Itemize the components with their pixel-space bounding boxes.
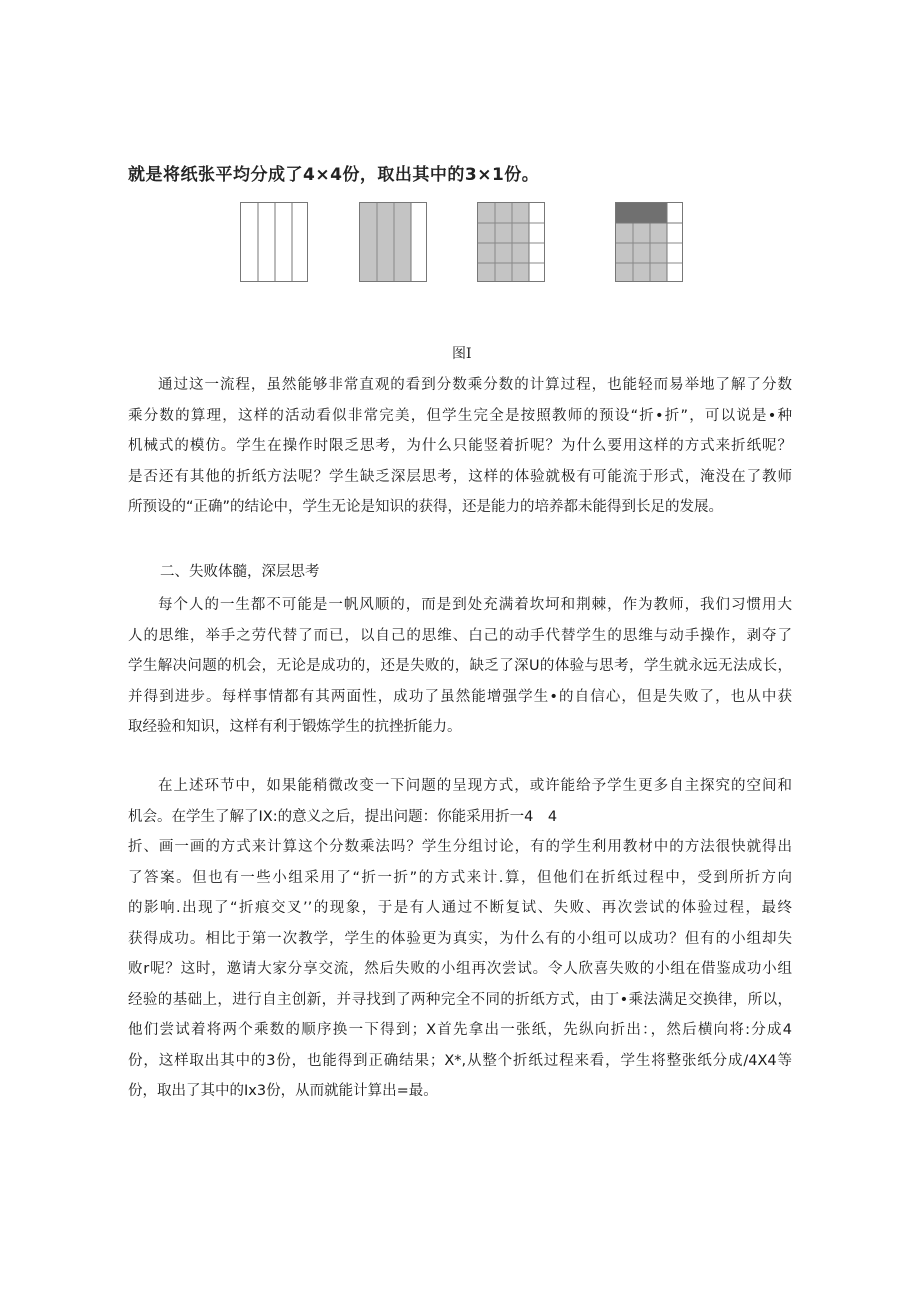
paragraph-line: 通过这一流程，虽然能够非常直观的看到分数乘分数的计算过程，也能轻而易举地了解了分数 (158, 377, 792, 393)
paragraph-line: 折、画一画的方式来计算这个分数乘法吗？学生分组讨论，有的学生利用教材中的方法很快就得出 (128, 839, 792, 855)
figure-caption: 图I (452, 346, 472, 362)
paragraph-1 (128, 370, 792, 523)
paragraph-line: 了答案。但也有一些小组采用了“折一折”的方式来计.算，但他们在折纸过程中，受到所折方向 (128, 869, 792, 886)
paragraph-line: 人的思维，举手之劳代替了而已，以自己的思维、白己的动手代替学生的思维与动手操作，剥夺了 (128, 627, 792, 644)
paragraph-line: 每个人的一生都不可能是一帆风顺的，而是到处充满着坎坷和荆棘，作为教师，我们习惯用大 (158, 597, 792, 613)
paragraph-line: 机械式的模仿。学生在操作时限乏思考，为什么只能竖着折呢？为什么要用这样的方式来折纸呢？ (128, 438, 792, 454)
fold-panel-4 (615, 202, 683, 282)
paragraph-line: 是否还有其他的折纸方法呢？学生缺乏深层思考，这样的体验就极有可能流于形式，淹没在了教师 (128, 468, 792, 485)
paragraph-line: 取经验和知识，这样有利于锻炼学生的抗挫折能力。 (128, 719, 462, 735)
paragraph-line: 他们尝试着将两个乘数的顺序换一下得到；X首先拿出一张纸，先纵向折出：，然后横向将:分成4 (128, 1022, 792, 1038)
paragraph-line: 在上述环节中，如果能稍微改变一下问题的呈现方式，或许能给予学生更多自主探究的空间和 (158, 778, 792, 794)
paragraph-line: 并得到进步。每样事情都有其两面性，成功了虽然能增强学生•的自信心，但是失败了，也从中获 (128, 688, 792, 705)
paragraph-line: 份，取出了其中的Ix3份，从而就能计算出=最。 (128, 1083, 438, 1099)
fold-panel-2 (359, 202, 427, 282)
paragraph-2 (128, 590, 792, 743)
paragraph-line: 乘分数的算理，这样的活动看似非常完美，但学生完全是按照教师的预设“折•折”，可以说是•种 (128, 407, 792, 424)
paragraph-3 (128, 771, 792, 1107)
paragraph-line: 获得成功。相比于第一次教学，学生的体验更为真实，为什么有的小组可以成功？但有的小组却失 (128, 930, 792, 947)
paragraph-line: 学生解决问题的机会，无论是成功的，还是失败的，缺乏了深U的体验与思考，学生就永远无法成长， (128, 658, 792, 674)
paragraph-line: 经验的基础上，进行自主创新，并寻找到了两种完全不同的折纸方式，由丁•乘法满足交换律，所以， (128, 991, 792, 1008)
fold-panel-3 (477, 202, 545, 282)
paragraph-line: 份，这样取出其中的3份，也能得到正确结果；X*,从整个折纸过程来看，学生将整张纸分成/4X4等 (128, 1052, 792, 1069)
paragraph-line: 的影响.出现了“折痕交叉’’的现象，于是有人通过不断复试、失败、再次尝试的体验过程，最终 (128, 900, 792, 916)
paragraph-line: 机会。在学生了解了IX:的意义之后，提出问题：你能采用折一4 4 (128, 808, 558, 825)
paragraph-line: 败r呢？这时，邀请大家分享交流，然后失败的小组再次尝试。令人欣喜失败的小组在借鉴成功小组 (128, 961, 792, 977)
intro-sentence: 就是将纸张平均分成了4×4份，取出其中的3×1份。 (128, 165, 540, 185)
fold-panel-1 (240, 202, 308, 282)
paragraph-line: 所预设的“正确”的结论中，学生无论是知识的获得，还是能力的培养都未能得到长足的发展。 (128, 499, 724, 515)
section-heading: 二、失败体髓，深层思考 (160, 564, 320, 580)
